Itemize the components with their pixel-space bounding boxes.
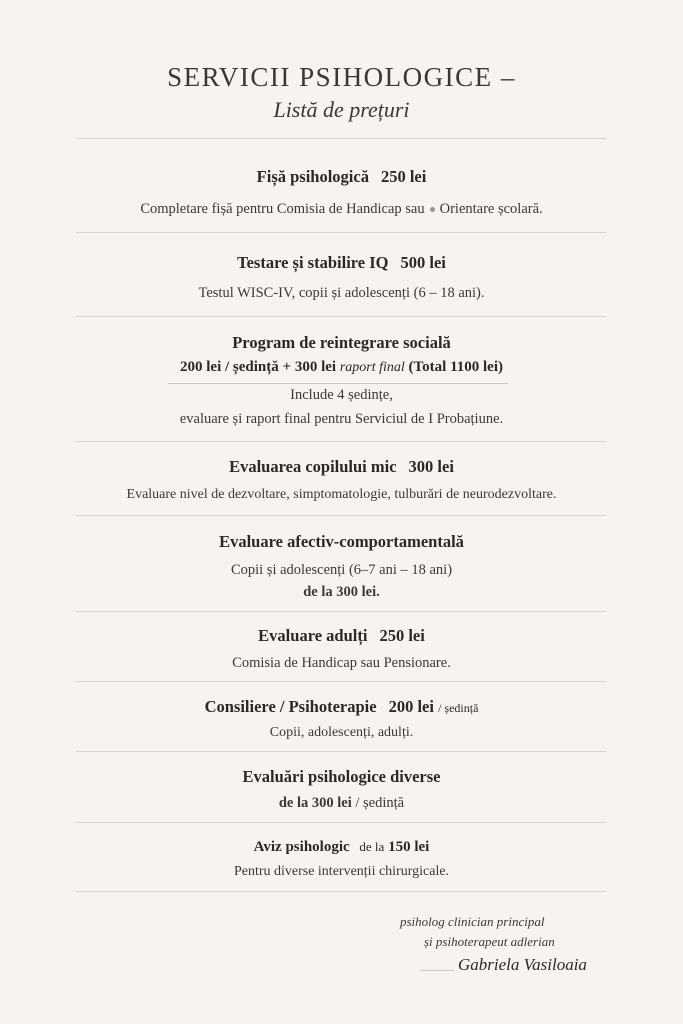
service-price-line: de la 300 lei / ședință bbox=[278, 795, 405, 811]
service-heading-copil-mic bbox=[40, 457, 643, 477]
divider bbox=[76, 441, 606, 442]
sub-divider bbox=[168, 383, 508, 384]
signature-name: Gabriela Vasiloaia bbox=[458, 955, 587, 974]
service-description: Evaluare nivel de dezvoltare, simptomatologie, tulburări de neurodezvoltare. bbox=[126, 487, 557, 502]
service-description: Copii, adolescenți, adulți. bbox=[269, 725, 414, 740]
divider bbox=[76, 681, 606, 682]
divider bbox=[76, 822, 606, 823]
service-heading-aviz: Aviz psihologic de la 150 lei bbox=[253, 839, 430, 855]
service-heading-diverse: Evaluări psihologice diverse bbox=[242, 767, 441, 786]
divider bbox=[76, 515, 606, 516]
signature-line bbox=[420, 970, 454, 971]
service-description: Testul WISC-IV, copii și adolescenți (6 – 18 ani). bbox=[198, 285, 485, 301]
signature-role: psiholog clinician principal bbox=[400, 914, 545, 929]
service-description: Comisia de Handicap sau Pensionare. bbox=[232, 655, 451, 671]
service-name: Evaluarea copilului mic bbox=[229, 457, 397, 476]
service-heading-afectiv: Evaluare afectiv-comportamentală bbox=[219, 532, 464, 551]
service-heading-iq bbox=[40, 253, 643, 273]
service-heading-fisa bbox=[40, 167, 643, 187]
service-description: Include 4 ședințe, bbox=[290, 387, 393, 403]
divider bbox=[76, 891, 606, 892]
service-name: Fișă psihologică bbox=[256, 167, 369, 186]
service-description: evaluare și raport final pentru Serviciul de I Probațiune. bbox=[179, 411, 504, 427]
service-price: 250 lei bbox=[380, 167, 427, 186]
divider bbox=[76, 232, 606, 233]
service-description: Copii și adolescenți (6–7 ani – 18 ani) bbox=[230, 562, 453, 578]
service-name: Testare și stabilire IQ bbox=[237, 253, 389, 272]
divider bbox=[76, 611, 606, 612]
service-name: Evaluare adulți bbox=[258, 626, 368, 645]
service-name: Aviz psihologic bbox=[253, 839, 350, 855]
divider bbox=[76, 751, 606, 752]
service-price-line: 200 lei / ședință + 300 lei raport final (Total 1100 lei) bbox=[180, 359, 503, 375]
page-subtitle: Listă de prețuri bbox=[273, 97, 410, 122]
service-price: 200 lei bbox=[388, 697, 434, 716]
signature-role: și psihoterapeut adlerian bbox=[424, 934, 555, 949]
service-heading-reintegrare: Program de reintegrare socială bbox=[232, 333, 451, 352]
divider bbox=[76, 316, 606, 317]
service-price: 500 lei bbox=[400, 253, 446, 272]
service-price: 300 lei bbox=[408, 457, 454, 476]
service-price: 250 lei bbox=[379, 626, 425, 645]
service-unit: / ședință bbox=[438, 701, 479, 715]
service-description: Completare fișă pentru Comisia de Handicap sau Orientare școlară. bbox=[140, 201, 543, 217]
service-price: 150 lei bbox=[388, 839, 430, 855]
divider bbox=[76, 138, 606, 139]
separator-dot-icon bbox=[430, 207, 435, 212]
service-price: de la 300 lei. bbox=[303, 584, 380, 600]
service-name: Consiliere / Psihoterapie bbox=[204, 697, 377, 716]
service-heading-consiliere bbox=[40, 697, 643, 717]
service-description: Pentru diverse intervenții chirurgicale. bbox=[233, 864, 450, 879]
service-heading-adulti bbox=[40, 626, 643, 646]
page-title: SERVICII PSIHOLOGICE – bbox=[167, 62, 516, 92]
